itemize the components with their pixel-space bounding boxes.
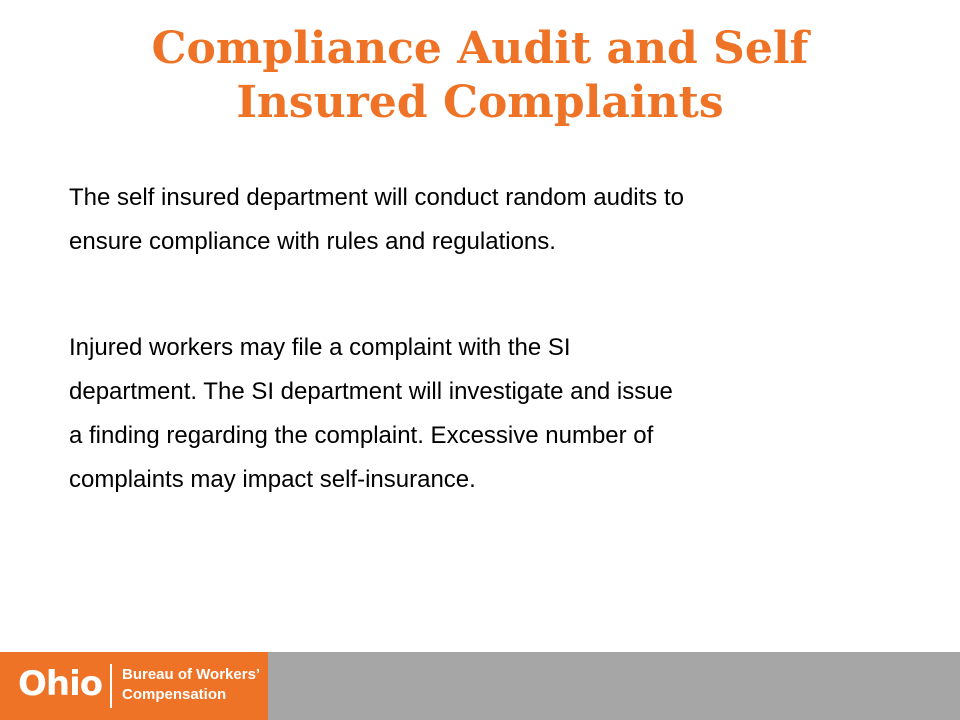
bwc-logo (0, 652, 268, 720)
slide-title: Compliance Audit and Self Insured Complaints (151, 23, 809, 128)
agency-name-line-1: Bureau of Workers’ (122, 666, 261, 683)
complaint-paragraph: Injured workers may file a complaint with the SI department. The SI department will investigate and issue a finding regarding the complaint. Excessive number of complaints may impact self-insurance. (69, 334, 673, 493)
logo-divider (110, 664, 112, 708)
slide-body (69, 176, 899, 502)
footer-bar (0, 652, 960, 720)
agency-name (122, 665, 260, 705)
agency-name-line-2: Compensation (122, 686, 227, 703)
audit-paragraph: The self insured department will conduct random audits to ensure compliance with rules and regulations. (69, 184, 684, 255)
ohio-wordmark: Ohio (18, 664, 103, 704)
